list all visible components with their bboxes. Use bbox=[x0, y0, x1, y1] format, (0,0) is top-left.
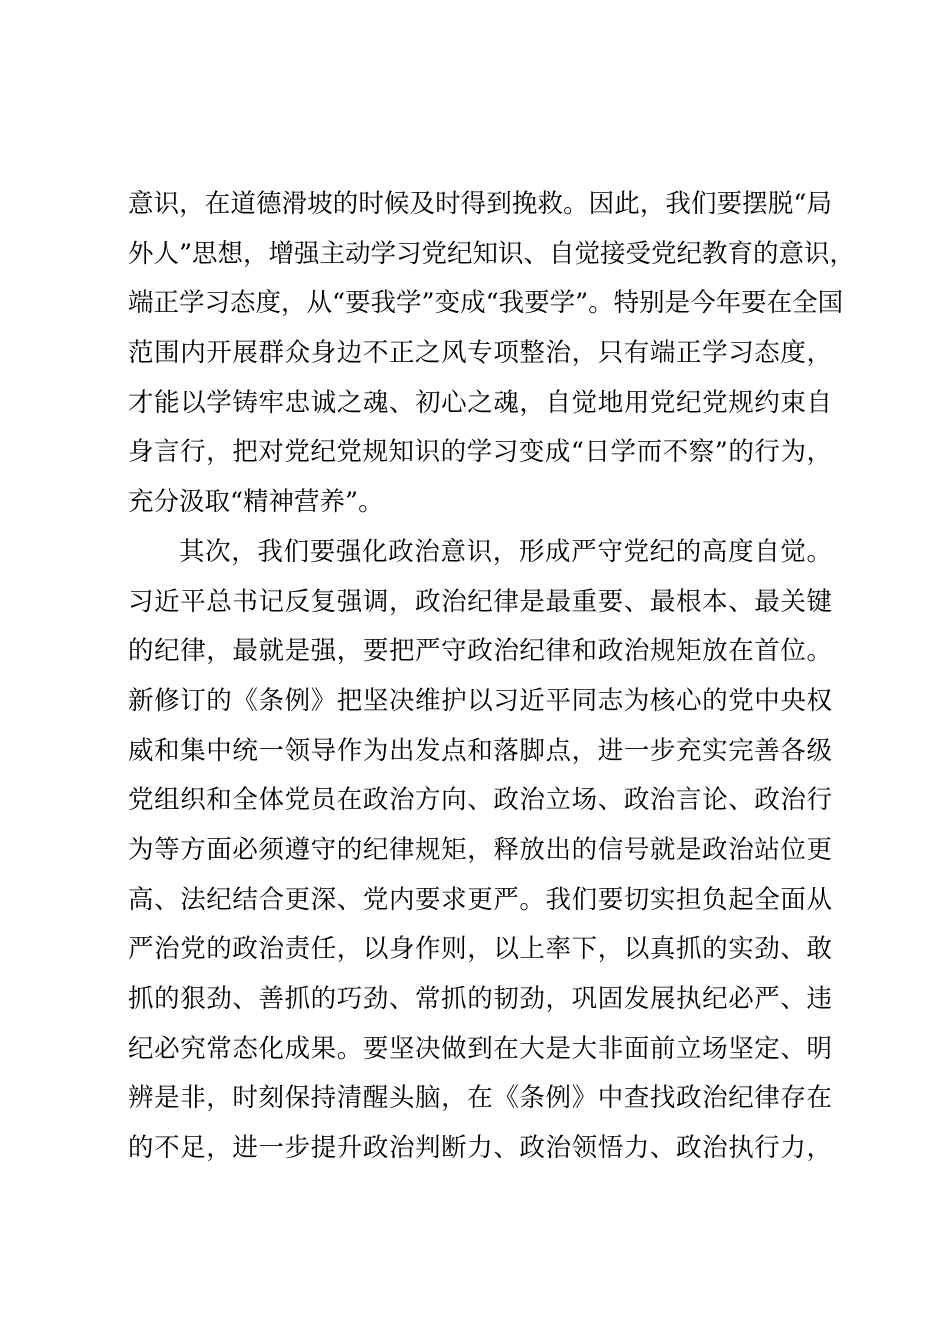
text-line: 的纪律，最就是强，要把严守政治纪律和政治规矩放在首位。 bbox=[128, 636, 832, 667]
text-line: 外人”思想，增强主动学习党纪知识、自觉接受党纪教育的意识， bbox=[128, 238, 856, 269]
text-line: 纪必究常态化成果。要坚决做到在大是大非面前立场坚定、明 bbox=[128, 1033, 832, 1064]
text-line: 新修订的《条例》把坚决维护以习近平同志为核心的党中央权 bbox=[128, 685, 832, 716]
text-line: 抓的狠劲、善抓的巧劲、常抓的韧劲，巩固发展执纪必严、违 bbox=[128, 984, 832, 1014]
text-line: 威和集中统一领导作为出发点和落脚点，进一步充实完善各级 bbox=[128, 735, 832, 766]
text-line: 端正学习态度，从“要我学”变成“我要学”。特别是今年要在全国 bbox=[128, 288, 844, 319]
text-line: 范围内开展群众身边不正之风专项整治，只有端正学习态度， bbox=[128, 338, 832, 369]
text-line: 的不足，进一步提升政治判断力、政治领悟力、政治执行力， bbox=[128, 1133, 832, 1164]
text-line: 身言行，把对党纪党规知识的学习变成“日学而不察”的行为， bbox=[128, 437, 832, 468]
paragraph-start-line: 其次，我们要强化政治意识，形成严守党纪的高度自觉。 bbox=[179, 536, 832, 567]
text-line: 党组织和全体党员在政治方向、政治立场、政治言论、政治行 bbox=[128, 785, 832, 816]
text-line: 为等方面必须遵守的纪律规矩，释放出的信号就是政治站位更 bbox=[128, 834, 832, 865]
text-line: 才能以学铸牢忠诚之魂、初心之魂，自觉地用党纪党规约束自 bbox=[128, 387, 832, 418]
text-line: 习近平总书记反复强调，政治纪律是最重要、最根本、最关键 bbox=[128, 586, 832, 617]
text-line: 充分汲取“精神营养”。 bbox=[128, 487, 384, 518]
text-line: 辨是非，时刻保持清醒头脑，在《条例》中查找政治纪律存在 bbox=[128, 1083, 832, 1114]
body-text bbox=[128, 180, 856, 1174]
text-line: 严治党的政治责任，以身作则，以上率下，以真抓的实劲、敢 bbox=[128, 934, 832, 965]
text-line: 高、法纪结合更深、党内要求更严。我们要切实担负起全面从 bbox=[128, 884, 832, 915]
text-line: 意识，在道德滑坡的时候及时得到挽救。因此，我们要摆脱“局 bbox=[128, 189, 832, 219]
